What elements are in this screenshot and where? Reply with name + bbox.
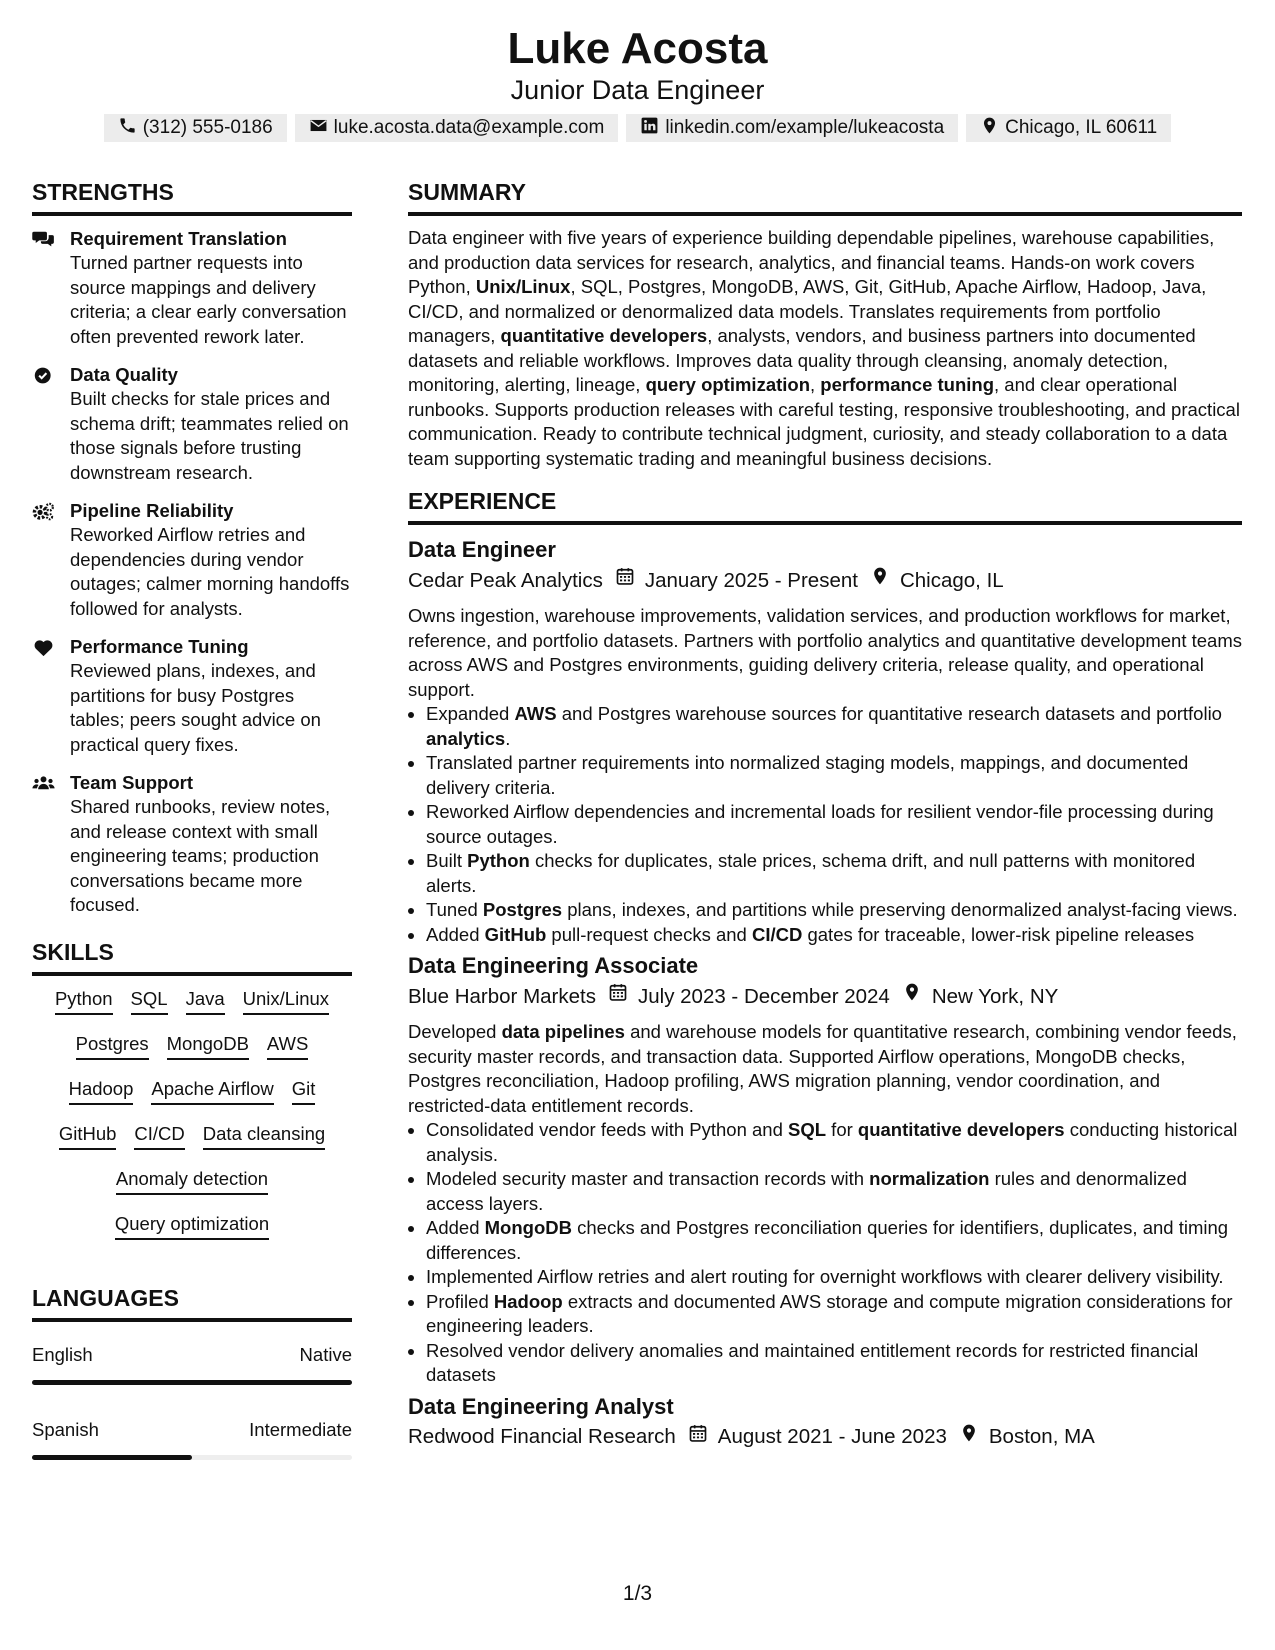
strength-title: Data Quality bbox=[70, 364, 178, 385]
bold-keyword: CI/CD bbox=[751, 923, 803, 945]
skill-tag: Python bbox=[55, 986, 113, 1015]
job-dates: July 2023 - December 2024 bbox=[637, 984, 890, 1008]
strength-desc: Turned partner requests into source mappings and delivery criteria; a clear early conversation often prevented rework later. bbox=[70, 252, 347, 347]
experience-heading: EXPERIENCE bbox=[408, 485, 1242, 525]
job-title: Data Engineer bbox=[408, 537, 556, 562]
skill-tag: MongoDB bbox=[167, 1031, 249, 1060]
heart-icon bbox=[32, 634, 70, 757]
bold-keyword: Postgres bbox=[482, 899, 563, 920]
contact-linkedin[interactable] bbox=[626, 114, 958, 142]
skill-row bbox=[32, 1076, 352, 1121]
bold-keyword: performance tuning bbox=[820, 374, 995, 395]
strength-desc: Built checks for stale prices and schema drift; teammates relied on those signals before trusting downstream research. bbox=[70, 388, 349, 483]
skill-row bbox=[32, 1121, 352, 1166]
calendar-icon bbox=[676, 1422, 718, 1453]
job-bullet: • Expanded AWS and Postgres warehouse sources for quantitative research datasets and portfolio analytics. bbox=[426, 702, 1242, 751]
skill-tag: Data cleansing bbox=[203, 1121, 325, 1150]
skill-tag: Git bbox=[292, 1076, 316, 1105]
skill-tag: AWS bbox=[267, 1031, 308, 1060]
strength-item bbox=[32, 498, 352, 621]
strength-title: Pipeline Reliability bbox=[70, 500, 234, 521]
comments-icon bbox=[32, 226, 70, 349]
right-column bbox=[408, 176, 1242, 1461]
phone-icon bbox=[118, 116, 137, 141]
candidate-role: Junior Data Engineer bbox=[510, 75, 765, 105]
strength-item bbox=[32, 770, 352, 918]
job-description: Developed data pipelines and warehouse models for quantitative research, combining vendor feeds, security master records, and transaction data. Supported Airflow operations, MongoDB checks, Postgres reconciliation, Hadoop profiling, AWS migration planning, vendor coordination, and restricted-data entitlement records. bbox=[408, 1021, 1237, 1116]
job-meta bbox=[408, 981, 1242, 1012]
job-location: Boston, MA bbox=[988, 1425, 1095, 1448]
skill-row bbox=[32, 1211, 352, 1256]
job-bullets bbox=[408, 702, 1242, 947]
skill-tag: GitHub bbox=[59, 1121, 117, 1150]
bold-keyword: Python bbox=[467, 850, 530, 871]
job-bullets bbox=[408, 1118, 1242, 1388]
job-company: Cedar Peak Analytics bbox=[408, 568, 603, 592]
strength-desc: Shared runbooks, review notes, and release context with small engineering teams; production conversations became more focused. bbox=[70, 796, 331, 915]
location-pin-icon bbox=[890, 981, 932, 1012]
strength-title: Performance Tuning bbox=[70, 636, 249, 657]
job-bullet: • Built Python checks for duplicates, stale prices, schema drift, and null patterns with monitored alerts. bbox=[426, 849, 1242, 898]
bold-keyword: quantitative developers bbox=[857, 1119, 1065, 1140]
bold-keyword: GitHub bbox=[484, 923, 547, 945]
language-name: English bbox=[32, 1343, 93, 1365]
experience-list bbox=[408, 535, 1242, 1453]
bold-keyword: AWS bbox=[514, 703, 557, 724]
envelope-icon bbox=[309, 116, 328, 141]
strength-item bbox=[32, 226, 352, 349]
job-bullet: • Consolidated vendor feeds with Python and SQL for quantitative developers conducting historical analysis. bbox=[426, 1118, 1242, 1167]
language-level: Intermediate bbox=[249, 1418, 352, 1440]
skill-tag: Unix/Linux bbox=[243, 986, 329, 1015]
bold-keyword: data pipelines bbox=[501, 1021, 625, 1042]
skills-heading: SKILLS bbox=[32, 936, 352, 976]
strength-desc: Reviewed plans, indexes, and partitions for busy Postgres tables; peers sought advice on practical query fixes. bbox=[70, 660, 321, 755]
strength-title: Team Support bbox=[70, 772, 193, 793]
skill-row bbox=[32, 986, 352, 1031]
summary-heading: SUMMARY bbox=[408, 176, 1242, 216]
contact-location bbox=[966, 114, 1171, 142]
job-title: Data Engineering Associate bbox=[408, 953, 699, 978]
gears-icon bbox=[32, 498, 70, 621]
language-level: Native bbox=[299, 1343, 352, 1365]
skill-tag: Java bbox=[186, 986, 225, 1015]
skill-tag: SQL bbox=[131, 986, 168, 1015]
strength-item bbox=[32, 634, 352, 757]
job-title: Data Engineering Analyst bbox=[408, 1393, 674, 1419]
bold-keyword: Hadoop bbox=[493, 1290, 563, 1312]
contact-linkedin-text: linkedin.com/example/lukeacosta bbox=[665, 117, 945, 138]
location-pin-icon bbox=[947, 1422, 989, 1453]
left-column bbox=[32, 176, 352, 1460]
contact-phone-text: (312) 555-0186 bbox=[142, 117, 273, 138]
job-location: Chicago, IL bbox=[899, 568, 1004, 592]
contact-phone[interactable] bbox=[104, 114, 287, 142]
bold-keyword: Unix/Linux bbox=[475, 276, 571, 297]
location-pin-icon bbox=[980, 116, 999, 141]
page-indicator: 1/3 bbox=[622, 1582, 653, 1605]
job-bullet: • Added MongoDB checks and Postgres reconciliation queries for identifiers, duplicates, and timing differences. bbox=[426, 1216, 1242, 1265]
skill-tag: CI/CD bbox=[134, 1121, 184, 1150]
skill-row bbox=[32, 1031, 352, 1076]
calendar-icon bbox=[603, 565, 645, 596]
language-proficiency-bar bbox=[32, 1380, 352, 1385]
job-bullet: • Translated partner requirements into normalized staging models, mappings, and documented delivery criteria. bbox=[426, 751, 1242, 800]
contact-bar bbox=[0, 114, 1275, 142]
calendar-icon bbox=[596, 981, 638, 1012]
job-entry bbox=[408, 1392, 1242, 1453]
job-meta bbox=[408, 1422, 1242, 1453]
job-bullet: • Reworked Airflow dependencies and incremental loads for resilient vendor-file processing during source outages. bbox=[426, 800, 1242, 849]
strength-desc: Reworked Airflow retries and dependencies during vendor outages; calmer morning handoffs followed for analysts. bbox=[70, 524, 350, 619]
contact-email-text: luke.acosta.data@example.com bbox=[333, 117, 605, 138]
languages-heading: LANGUAGES bbox=[32, 1282, 352, 1322]
skill-tag: Anomaly detection bbox=[116, 1166, 268, 1195]
candidate-name: Luke Acosta bbox=[507, 24, 768, 73]
job-company: Redwood Financial Research bbox=[408, 1425, 676, 1448]
bold-keyword: query optimization bbox=[645, 374, 811, 395]
bold-keyword: analytics bbox=[426, 727, 506, 749]
job-company: Blue Harbor Markets bbox=[408, 984, 596, 1008]
job-dates: January 2025 - Present bbox=[644, 568, 858, 592]
bold-keyword: MongoDB bbox=[484, 1217, 572, 1238]
strength-title: Requirement Translation bbox=[70, 228, 287, 249]
skill-tag: Hadoop bbox=[69, 1076, 134, 1105]
language-item bbox=[32, 1342, 352, 1385]
location-pin-icon bbox=[858, 565, 900, 596]
contact-location-text: Chicago, IL 60611 bbox=[1005, 117, 1158, 138]
job-bullet: • Tuned Postgres plans, indexes, and partitions while preserving denormalized analyst-facing views. bbox=[426, 898, 1242, 923]
language-proficiency-bar bbox=[32, 1455, 352, 1460]
language-proficiency-fill bbox=[32, 1380, 352, 1385]
check-circle-icon bbox=[32, 362, 70, 485]
job-description: Owns ingestion, warehouse improvements, validation services, and production workflows for market, reference, and portfolio datasets. Partners with portfolio analytics and quantitative development teams across AWS and Postgres environments, guiding delivery criteria, release quality, and operational support. bbox=[408, 605, 1242, 700]
job-bullet: • Added GitHub pull-request checks and CI/CD gates for traceable, lower-risk pipeline releases bbox=[426, 923, 1242, 948]
job-entry bbox=[408, 951, 1242, 1388]
job-entry bbox=[408, 535, 1242, 947]
language-name: Spanish bbox=[32, 1418, 99, 1440]
job-location: New York, NY bbox=[931, 984, 1059, 1008]
skill-tag: Apache Airflow bbox=[151, 1076, 273, 1105]
bold-keyword: SQL bbox=[788, 1119, 827, 1140]
strength-item bbox=[32, 362, 352, 485]
bold-keyword: quantitative developers bbox=[500, 325, 708, 346]
users-icon bbox=[32, 770, 70, 918]
skill-row bbox=[32, 1166, 352, 1211]
job-bullet: • Implemented Airflow retries and alert routing for overnight workflows with clearer delivery visibility. bbox=[426, 1265, 1242, 1290]
linkedin-icon bbox=[640, 116, 659, 141]
job-meta bbox=[408, 565, 1242, 596]
language-item bbox=[32, 1417, 352, 1460]
skill-tag: Query optimization bbox=[115, 1211, 269, 1240]
skill-tag: Postgres bbox=[76, 1031, 149, 1060]
job-bullet: • Resolved vendor delivery anomalies and maintained entitlement records for restricted financial datasets bbox=[426, 1339, 1242, 1388]
summary-text: Data engineer with five years of experience building dependable pipelines, warehouse capabilities, and production data services for research, analytics, and financial teams. Hands-on work covers Python, Unix/Linux, SQL, Postgres, MongoDB, AWS, Git, GitHub, Apache Airflow, Hadoop, Java, CI/CD, and normalized or denormalized data models. Translates requirements from portfolio managers, quantitative developers, analysts, vendors, and business partners into documented datasets and reliable workflows. Improves data quality through cleansing, anomaly detection, monitoring, alerting, lineage, query optimization, performance tuning, and clear operational runbooks. Supports production releases with careful testing, responsive troubleshooting, and practical communication. Ready to contribute technical judgment, curiosity, and steady collaboration to a data team supporting systematic trading and meaningful business decisions. bbox=[408, 227, 1240, 469]
language-proficiency-fill bbox=[32, 1455, 192, 1460]
job-bullet: • Modeled security master and transaction records with normalization rules and denormalized access layers. bbox=[426, 1167, 1242, 1216]
job-bullet: • Profiled Hadoop extracts and documented AWS storage and compute migration considerations for engineering leaders. bbox=[426, 1290, 1242, 1339]
job-dates: August 2021 - June 2023 bbox=[717, 1425, 947, 1448]
contact-email[interactable] bbox=[295, 114, 619, 142]
skills-list bbox=[32, 986, 352, 1256]
bold-keyword: normalization bbox=[869, 1168, 990, 1189]
strengths-heading: STRENGTHS bbox=[32, 176, 352, 216]
